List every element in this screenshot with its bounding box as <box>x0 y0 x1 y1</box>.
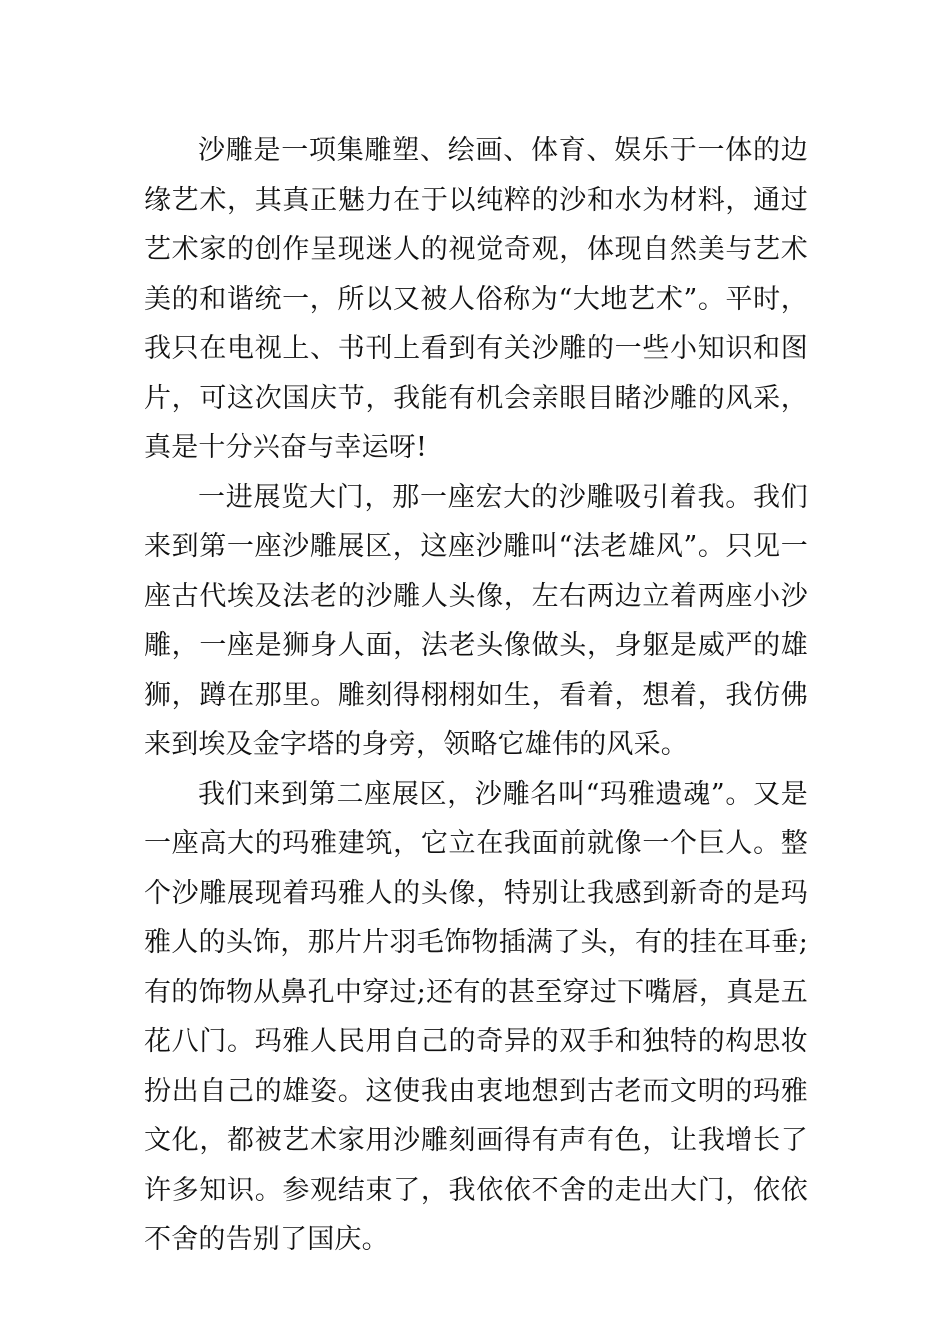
paragraph-2: 一进展览大门，那一座宏大的沙雕吸引着我。我们来到第一座沙雕展区，这座沙雕叫“法老雄风”。只见一座古代埃及法老的沙雕人头像，左右两边立着两座小沙雕，一座是狮身人面，法老头像做头，身躯是威严的雄狮，蹲在那里。雕刻得栩栩如生，看着，想着，我仿佛来到埃及金字塔的身旁，领略它雄伟的风采。 <box>144 481 808 760</box>
paragraph-3: 我们来到第二座展区，沙雕名叫“玛雅遗魂”。又是一座高大的玛雅建筑，它立在我面前就像一个巨人。整个沙雕展现着玛雅人的头像，特别让我感到新奇的是玛雅人的头饰，那片片羽毛饰物插满了头，有的挂在耳垂;有的饰物从鼻孔中穿过;还有的甚至穿过下嘴唇，真是五花八门。玛雅人民用自己的奇异的双手和独特的构思妆扮出自己的雄姿。这使我由衷地想到古老而文明的玛雅文化，都被艺术家用沙雕刻画得有声有色，让我增长了许多知识。参观结束了，我依依不舍的走出大门，依依不舍的告别了国庆。 <box>144 778 808 1255</box>
paragraph-1: 沙雕是一项集雕塑、绘画、体育、娱乐于一体的边缘艺术，其真正魅力在于以纯粹的沙和水为材料，通过艺术家的创作呈现迷人的视觉奇观，体现自然美与艺术美的和谐统一，所以又被人俗称为“大地艺术”。平时，我只在电视上、书刊上看到有关沙雕的一些小知识和图片，可这次国庆节，我能有机会亲眼目睹沙雕的风采，真是十分兴奋与幸运呀! <box>144 135 808 463</box>
document-page <box>144 126 808 1265</box>
